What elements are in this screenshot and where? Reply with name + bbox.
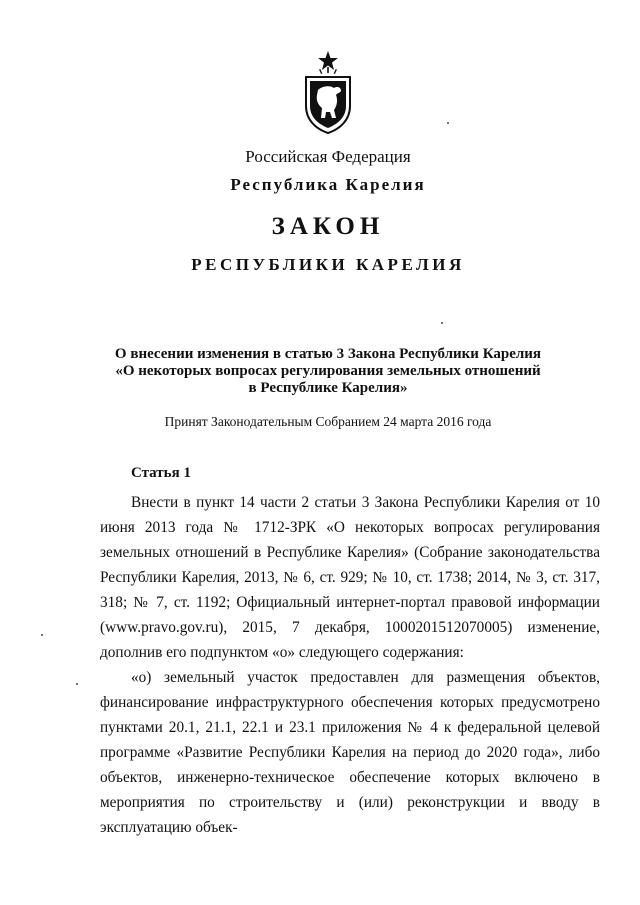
law-title-line: «О некоторых вопросах регулирования земельных отношений — [115, 363, 541, 379]
paragraph: Внести в пункт 14 части 2 статьи 3 Закона Республики Карелия от 10 июня 2013 года № 1712-ЗРК «О некоторых вопросах регулирования земельных отношений в Республике Карелия» (Собрание законодательства Республики Карелия, 2013, № 6, ст. 929; № 10, ст. 1738; 2014, № 3, ст. 317, 318; № 7, ст. 1192; Официальный интернет-портал правовой информации (www.pravo.gov.ru), 2015, 7 декабря, 1000201512070005) изменение, дополнив его подпунктом «о» следующего содержания: — [100, 494, 600, 661]
law-title — [0, 346, 640, 397]
coat-of-arms-icon — [303, 50, 353, 134]
article-heading: Статья 1 — [131, 465, 191, 481]
scan-speck — [76, 683, 78, 685]
article-body — [100, 490, 600, 840]
paragraph: «о) земельный участок предоставлен для размещения объектов, финансирование инфраструктурного обеспечения которых предусмотрено пунктами 20.1, 21.1, 22.1 и 23.1 приложения № 4 к федеральной целевой программе «Развитие Республики Карелия на период до 2020 года», либо объектов, инженерно-техническое обеспечение которых включено в мероприятия по строительству и (или) реконструкции и вводу в эксплуатацию объек- — [100, 669, 600, 836]
scan-speck — [447, 122, 449, 124]
document-type-subtitle: РЕСПУБЛИКИ КАРЕЛИЯ — [191, 255, 465, 274]
law-title-line: в Республике Карелия» — [248, 380, 408, 396]
law-title-line: О внесении изменения в статью 3 Закона Республики Карелия — [114, 346, 542, 362]
country-name: Российская Федерация — [245, 147, 411, 166]
adoption-note: Принят Законодательным Собранием 24 марта 2016 года — [164, 414, 492, 429]
republic-name: Республика Карелия — [230, 175, 426, 194]
document-type: ЗАКОН — [271, 213, 385, 240]
scan-speck — [441, 322, 443, 324]
scan-speck — [41, 634, 43, 636]
